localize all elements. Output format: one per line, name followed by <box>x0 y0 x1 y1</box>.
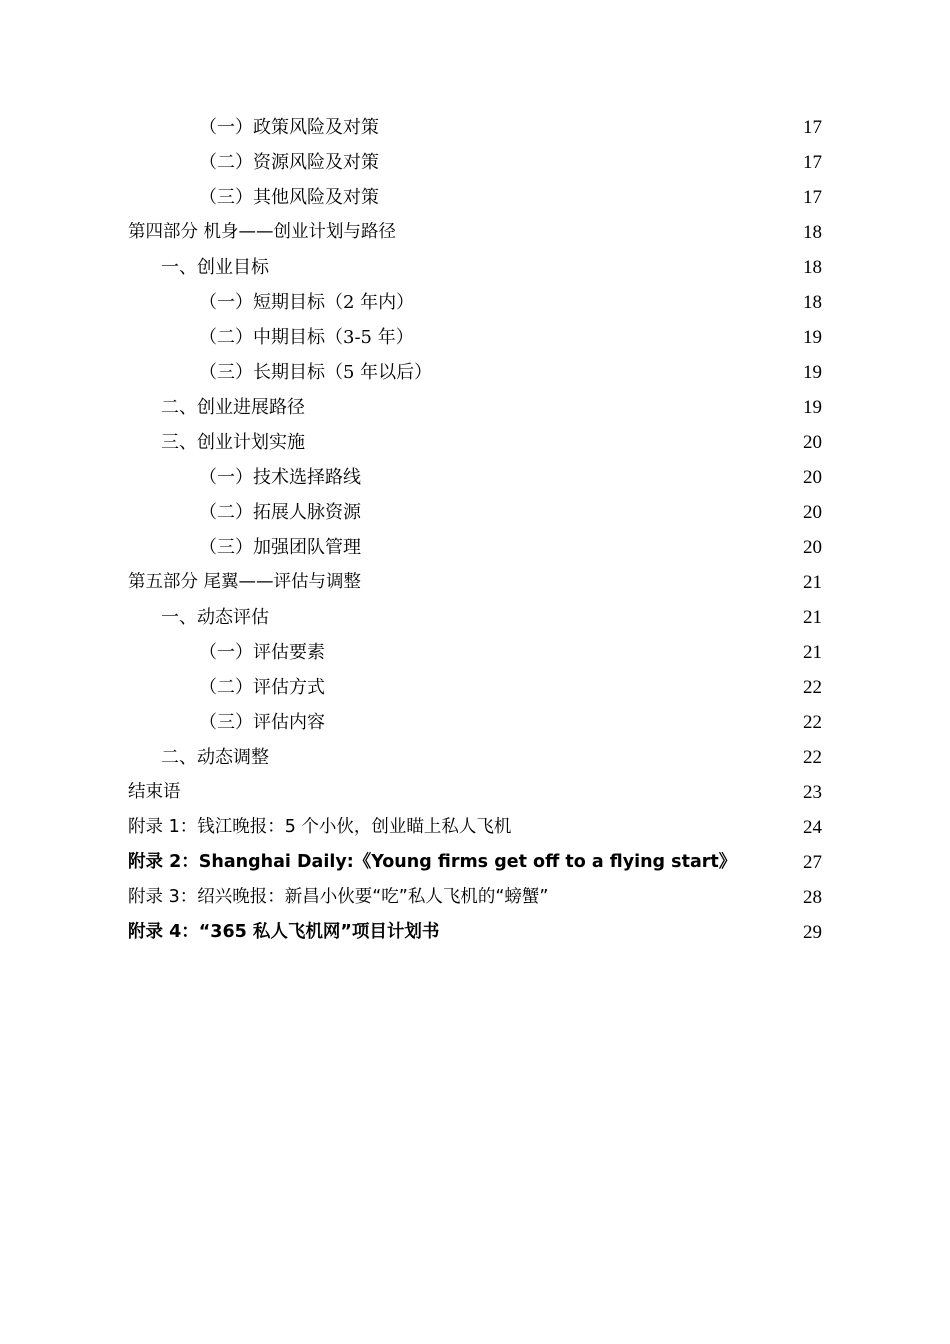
toc-section[interactable] <box>0 425 950 460</box>
toc-entry[interactable] <box>0 285 950 320</box>
toc-entry-page: 27 <box>803 852 822 873</box>
toc-entry-page: 23 <box>803 782 822 803</box>
toc-entry-label: （三）长期目标（5 年以后） <box>199 362 433 383</box>
toc-part-heading[interactable] <box>0 565 950 600</box>
toc-entry-page: 22 <box>803 712 822 733</box>
toc-entry-label: （一）短期目标（2 年内） <box>199 292 415 313</box>
toc-appendix[interactable] <box>0 810 950 845</box>
toc-entry-label: （二）资源风险及对策 <box>199 152 379 173</box>
toc-entry-page: 22 <box>803 747 822 768</box>
toc-entry-label: 二、创业进展路径 <box>161 397 305 418</box>
toc-entry[interactable] <box>0 460 950 495</box>
toc-entry[interactable] <box>0 705 950 740</box>
toc-entry-page: 22 <box>803 677 822 698</box>
toc-entry-label: 附录 1：钱江晚报：5 个小伙，创业瞄上私人飞机 <box>128 817 512 837</box>
toc-entry-page: 28 <box>803 887 822 908</box>
toc-entry-label: 第五部分 尾翼——评估与调整 <box>128 572 362 592</box>
toc-entry[interactable] <box>0 145 950 180</box>
toc-entry-page: 20 <box>803 502 822 523</box>
toc-entry-label: （三）其他风险及对策 <box>199 187 379 208</box>
toc-appendix[interactable] <box>0 845 950 880</box>
toc-entry-label: 二、动态调整 <box>161 747 269 768</box>
toc-entry-label: 结束语 <box>128 782 181 802</box>
toc-entry-label: 一、创业目标 <box>161 257 269 278</box>
toc-entry-page: 17 <box>803 187 822 208</box>
toc-entry-label: 附录 2：Shanghai Daily:《Young firms get off to a flying start》 <box>128 852 737 872</box>
toc-entry-label: 三、创业计划实施 <box>161 432 305 453</box>
toc-entry-page: 29 <box>803 922 822 943</box>
toc-entry-page: 17 <box>803 152 822 173</box>
table-of-contents <box>0 110 950 950</box>
toc-entry-page: 17 <box>803 117 822 138</box>
toc-entry[interactable] <box>0 670 950 705</box>
toc-entry-label: 第四部分 机身——创业计划与路径 <box>128 222 397 242</box>
toc-entry-label: （三）加强团队管理 <box>199 537 361 558</box>
toc-entry[interactable] <box>0 110 950 145</box>
toc-entry-label: （一）技术选择路线 <box>199 467 361 488</box>
toc-entry[interactable] <box>0 635 950 670</box>
toc-entry-page: 24 <box>803 817 822 838</box>
toc-entry[interactable] <box>0 530 950 565</box>
toc-entry-page: 18 <box>803 292 822 313</box>
toc-section[interactable] <box>0 600 950 635</box>
toc-part-heading[interactable] <box>0 775 950 810</box>
toc-entry-label: （一）评估要素 <box>199 642 325 663</box>
toc-entry[interactable] <box>0 180 950 215</box>
toc-section[interactable] <box>0 740 950 775</box>
toc-entry-label: （二）中期目标（3-5 年） <box>199 327 414 348</box>
toc-entry-page: 18 <box>803 257 822 278</box>
toc-entry-label: （二）评估方式 <box>199 677 325 698</box>
toc-entry-page: 20 <box>803 432 822 453</box>
toc-entry-page: 20 <box>803 467 822 488</box>
toc-entry-page: 20 <box>803 537 822 558</box>
toc-entry-page: 21 <box>803 572 822 593</box>
toc-entry-label: 附录 4：“365 私人飞机网”项目计划书 <box>128 922 440 942</box>
toc-entry-label: 一、动态评估 <box>161 607 269 628</box>
toc-section[interactable] <box>0 390 950 425</box>
toc-entry-label: （三）评估内容 <box>199 712 325 733</box>
toc-section[interactable] <box>0 250 950 285</box>
toc-entry-page: 19 <box>803 362 822 383</box>
toc-entry-label: （一）政策风险及对策 <box>199 117 379 138</box>
toc-appendix[interactable] <box>0 880 950 915</box>
toc-entry-page: 19 <box>803 327 822 348</box>
toc-entry[interactable] <box>0 495 950 530</box>
toc-entry-page: 19 <box>803 397 822 418</box>
toc-entry-page: 21 <box>803 642 822 663</box>
toc-part-heading[interactable] <box>0 215 950 250</box>
toc-entry-page: 21 <box>803 607 822 628</box>
toc-entry-page: 18 <box>803 222 822 243</box>
toc-entry-label: （二）拓展人脉资源 <box>199 502 361 523</box>
toc-entry[interactable] <box>0 320 950 355</box>
toc-entry-label: 附录 3：绍兴晚报：新昌小伙要“吃”私人飞机的“螃蟹” <box>128 887 549 907</box>
toc-appendix[interactable] <box>0 915 950 950</box>
toc-entry[interactable] <box>0 355 950 390</box>
